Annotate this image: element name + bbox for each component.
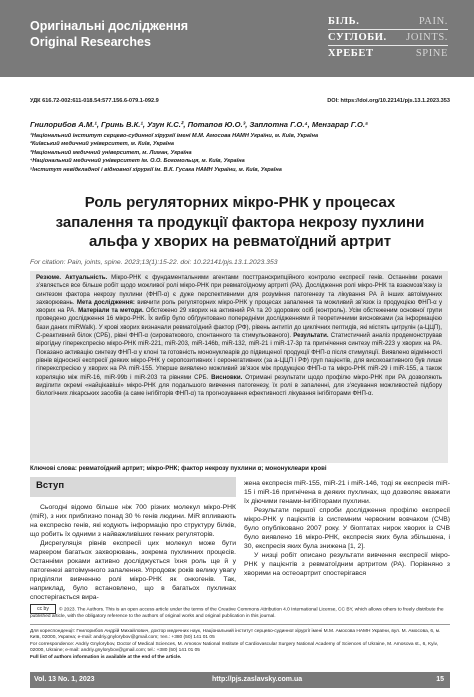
- footnote-divider: [30, 624, 450, 625]
- aim-label: Мета дослідження:: [76, 298, 135, 306]
- keywords: Ключові слова: ревматоїдний артрит; мікро-РНК; фактор некрозу пухлини α; мононуклеари крові: [30, 465, 327, 472]
- intro-heading: Вступ: [36, 480, 65, 491]
- correspondence-en: For correspondence: Andriy Gnylorybov, Doctor of Medical Sciences, M. Amosov National Institute of Cardiovascular Surgery National Academy of Sciences of Ukraine, M. Amosova st., 6, Kyiv, 02000, Ukraine; e-mail: andriy.gnylorybov@gmail.com; tel.: +380 (50) 141 01 05: [30, 641, 439, 654]
- body-paragraph: Сьогодні відомо більше ніж 700 різних молекул мікро-РНК (miR), з них приблизно понад 30 % генів людини. MiR впливають на експресію генів, які кодують інформацію про структуру білків, що робить їх одними з найважливіших генних регуляторів.: [30, 504, 236, 539]
- journal-website-link[interactable]: http://pjs.zaslavsky.com.ua: [212, 676, 303, 683]
- volume-info: Vol. 13 No. 1, 2023: [34, 676, 95, 683]
- affiliation-item: ¹Національний інститут серцево-судинної хірургії імені М.М. Амосова НАМН України, м. Київ, Україна: [30, 133, 319, 139]
- results-text: Статистичний аналіз продемонстрував вірогідну гіперекспресію мікро-РНК miR-221, miR-203, miR-146b, miR-132, miR-21 і miR-17-3p та пригнічення синтезу miR-223 у хворих на РА. Показано активацію синтезу ФНП-α у клоні та готовність мононуклеарів до підвищеної продукції ФНП-α після стимуляції. Виявлено відмінності рівнів відносної експресії деяких мікро-РНК у серопозитивних і серонегативних (за а-ЦЦП і РФ) груп пацієнтів, для високоактивного був лише гіперекспресією у хворих на РА miR-155. Уперше виявлено можливий зв’язок між продукцією ФНП-α та мікро-РНК miR-29 і miR-155, а також кореляцію між miR-16, miR-99b і miR-203 та рівнями СРБ.: [36, 332, 442, 381]
- doi-link[interactable]: DOI: https://doi.org/10.22141/pjs.13.1.2023.353: [327, 98, 450, 104]
- affiliations: [30, 132, 450, 174]
- body-column-right: [244, 479, 450, 579]
- logo-word-en: PAIN.: [418, 16, 448, 27]
- relevance-label: Актуальність.: [65, 274, 108, 281]
- section-heading: [30, 18, 188, 50]
- journal-header: [0, 0, 474, 77]
- section-title-en: Original Researches: [30, 35, 151, 49]
- footnotes: [30, 604, 450, 662]
- relevance-text: Мікро-РНК є фундаментальними агентами посттранскрипційного контролю експресії генів. Останніми роками з’являється все більше робіт щодо можливої ролі мікро-РНК при ревматоїдному артриті (РА). Дослідження ролі мікро-РНК та взаємозв’язку із синтезом фактора некрозу пухлини (ФНП-α) є дуже перспективними для розуміння патогенезу та лікування РА й інших автоімунних захворювань.: [36, 274, 443, 306]
- conclusions-label: Висновки.: [211, 373, 243, 381]
- body-column-left: [30, 503, 236, 603]
- logo-word-en: SPINE: [415, 48, 448, 59]
- citation: For citation: Pain, joints, spine. 2023;13(1):15-22. doi: 10.22141/pjs.13.1.2023.353: [30, 259, 278, 266]
- affiliation-item: ³Національний медичний університет, м. Лиман, Україна: [30, 149, 192, 156]
- logo-row-3: [328, 46, 448, 61]
- affiliation-item: ⁵Інститут невідкладної і відновної хірургії ім. В.К. Гусака НАМН України, м. Київ, Україна: [30, 166, 282, 173]
- udk-code: УДК 616.72-002:611-018.54:577.156.6-079.1-092.9: [30, 98, 159, 104]
- aim-text: вивчити роль регуляторних мікро-РНК у процесах запалення та можливий зв’язок із продукцією ФНП-α у хворих на РА.: [36, 298, 442, 315]
- abstract-label: Резюме.: [36, 274, 62, 281]
- author-list: Гнилорибов А.М.¹, Гринь В.К.¹, Узун К.С.², Потапов Ю.О.³, Заплотна Г.О.⁴, Мензарар Г.О.⁵: [30, 120, 369, 129]
- logo-word-ua: ХРЕБЕТ: [328, 48, 374, 59]
- logo-row-2: [328, 30, 448, 45]
- logo-row-1: [328, 14, 448, 29]
- intro-heading-box: [30, 477, 236, 497]
- page-number: 15: [436, 676, 444, 683]
- affiliation-item: ²Київський медичний університет, м. Київ, Україна: [30, 141, 174, 148]
- license-note: [30, 604, 450, 621]
- body-paragraph: Дисрегуляція рівнів експресії цих молекул може бути маркером багатьох захворювань, зокрема пухлинних процесів. Останніми роками активно досліджується їхня роль ще й у патогенезі автоімунного запалення. Упродовж років велику увагу приділяли вивченню ролі мікро-РНК як онкогенів. Так, наприклад, було встановлено, що в багатьох пухлинах спостерігається вира-: [30, 540, 236, 602]
- abstract-box: [30, 271, 448, 463]
- logo-word-en: JOINTS.: [406, 32, 448, 43]
- results-label: Результати.: [293, 332, 329, 340]
- article-title: Роль регуляторних мікро-РНК у процесах запалення та продукції фактора некрозу пухлини альфа у хворих на ревматоїдний артрит: [55, 194, 425, 251]
- affiliation-item: ⁴Національний медичний університет ім. О.О. Богомольця, м. Київ, Україна: [30, 158, 245, 165]
- section-title-ua: Оригінальні дослідження: [30, 19, 189, 33]
- methods-text: Обстежено 29 хворих на активний РА та 20 здорових осіб (контроль). Усім обстеженим основної групи проведено дослідження 16 мікро-РНК. Їх вибір було обґрунтовано попередніми дослідженнями й теоретичними висновками (за інформацією бази даних miRWalk). У крові хворих визначали ревматоїдний фактор (РФ), рівень антитіл до циклічних пептидів, які містять цитрулін (а-ЦЦП), С-реактивний білок (СРБ), рівні ФНП-α (сироваткового, спонтанного та стимульованого).: [36, 307, 443, 340]
- body-paragraph: Результати першої спроби дослідження профілю експресії мікро-РНК у пацієнтів із системним червоним вовчаком (СЧВ) було опубліковано 2007 року. У біоптатах нирок хворих із СЧВ було виявлено 16 мікро-РНК, експресія яких була збільшена, і 30, експресія яких була знижена [1, 2].: [244, 507, 450, 551]
- cc-by-license-icon: cc by: [30, 604, 56, 614]
- methods-label: Матеріали та методи.: [78, 307, 144, 315]
- body-paragraph: У низці робіт описано результати вивчення експресії мікро-РНК у пацієнтів з ревматоїдним артритом (РА). Порівняно з хворими на остеоартрит спостерігався: [244, 552, 450, 578]
- logo-divider: [328, 45, 448, 46]
- logo-divider: [328, 29, 448, 30]
- authors-info-note: Full list of authors information is available at the end of the article.: [30, 654, 182, 660]
- page-footer: [30, 672, 450, 688]
- logo-word-ua: СУГЛОБИ.: [328, 32, 387, 43]
- logo-word-ua: БІЛЬ.: [328, 16, 360, 27]
- license-text: © 2023. The Authors. This is an open access article under the terms of the Creative Commons Attribution 4.0 International License, CC BY, which allows others to freely distribute the published article, with the obligatory reference to the authors of original works and original publication in this journal.: [30, 607, 444, 619]
- body-paragraph: жена експресія miR-155, miR-21 і miR-146, тоді як експресія miR-15 і miR-16 пригнічена в деяких пухлинах, що дозволяє вважати їх діючими генами-інгібіторами пухлини.: [244, 480, 450, 506]
- correspondence-ua: Для кореспонденції: Гнилорибов Андрій Михайлович, доктор медичних наук, Національний інститут серцево-судинної хірургії імені М.М. Амосова НАМН України, вул. М. Амосова, 6, м. Київ, 02000, Україна; e-mail: andriy.gnylorybov@gmail.com; тел.: +380 (50) 141 01 05: [30, 628, 441, 641]
- article-meta: [30, 98, 450, 104]
- conclusions-text: Отримані результати щодо профілю мікро-РНК при РА дозволяють виділити окремі «найцікавіші» мікро-РНК для подальшого вивчення патогенезу, їх ролі в запаленні, для з’ясування можливостей підбору біологічних лікарських засобів (а саме інгібіторів ФНП-α) та прогнозування ефективності лікування інгібіторами ФНП-α.: [36, 373, 442, 398]
- journal-logo: [328, 14, 448, 62]
